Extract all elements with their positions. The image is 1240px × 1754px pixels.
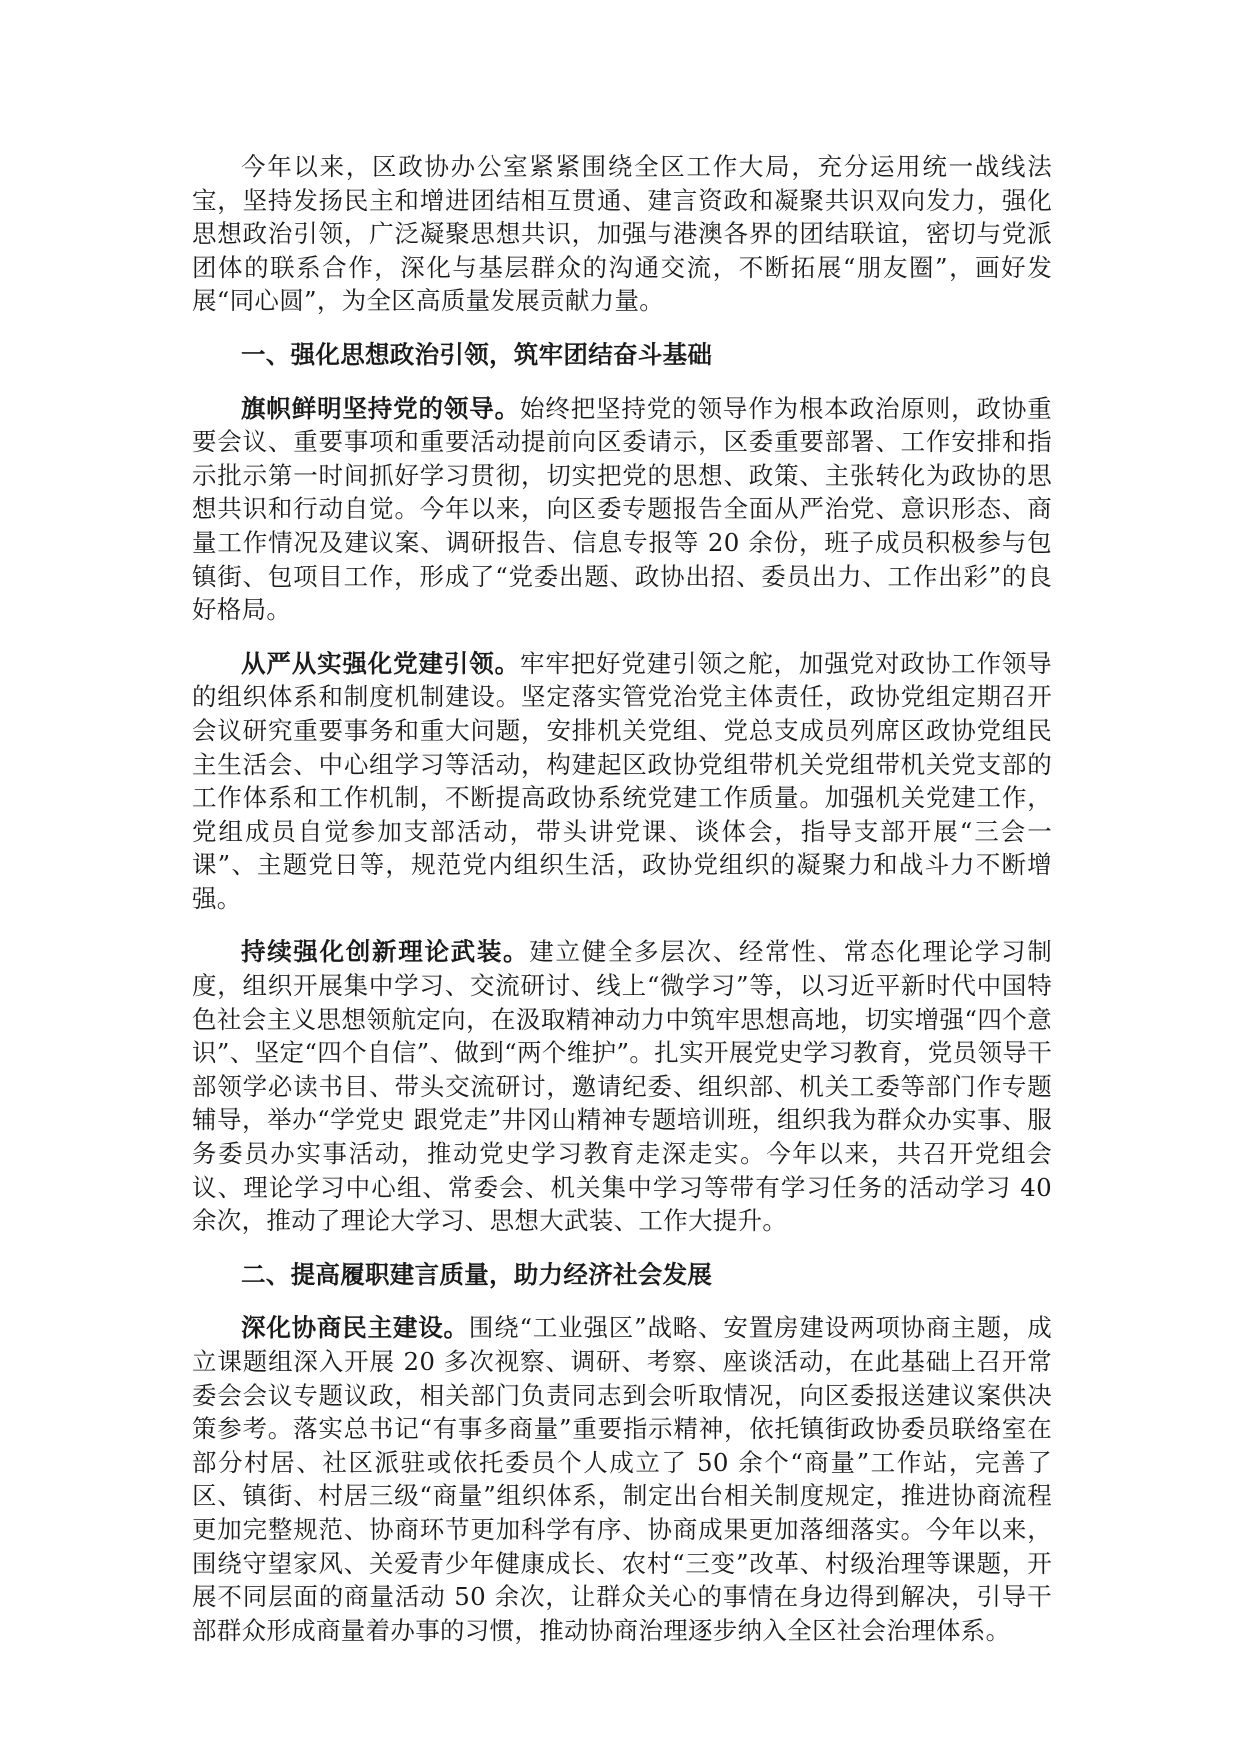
section-1-paragraph-2 <box>192 647 1052 916</box>
paragraph-body: 建立健全多层次、经常性、常态化理论学习制度，组织开展集中学习、交流研讨、线上“微学习”等，以习近平新时代中国特色社会主义思想领航定向，在汲取精神动力中筑牢思想高地，切实增强“四个意识”、坚定“四个自信”、做到“两个维护”。扎实开展党史学习教育，党员领导干部领学必读书目、带头交流研讨，邀请纪委、组织部、机关工委等部门作专题辅导，举办“学党史 跟党走”井冈山精神专题培训班，组织我为群众办实事、服务委员办实事活动，推动党史学习教育走深走实。今年以来，共召开党组会议、理论学习中心组、常委会、机关集中学习等带有学习任务的活动学习 40 余次，推动了理论大学习、思想大武装、工作大提升。 <box>192 937 1052 1236</box>
paragraph-lead: 旗帜鲜明坚持党的领导。 <box>241 393 520 423</box>
paragraph-body: 始终把坚持党的领导作为根本政治原则，政协重要会议、重要事项和重要活动提前向区委请示，区委重要部署、工作安排和指示批示第一时间抓好学习贯彻，切实把党的思想、政策、主张转化为政协的思想共识和行动自觉。今年以来，向区委专题报告全面从严治党、意识形态、商量工作情况及建议案、调研报告、信息专报等 20 余份，班子成员积极参与包镇街、包项目工作，形成了“党委出题、政协出招、委员出力、工作出彩”的良好格局。 <box>192 393 1052 625</box>
section-2-heading: 二、提高履职建言质量，助力经济社会发展 <box>241 1259 713 1289</box>
intro-paragraph: 今年以来，区政协办公室紧紧围绕全区工作大局，充分运用统一战线法宝，坚持发扬民主和增进团结相互贯通、建言资政和凝聚共识双向发力，强化思想政治引领，广泛凝聚思想共识，加强与港澳各界的团结联谊，密切与党派团体的联系合作，深化与基层群众的沟通交流，不断拓展“朋友圈”，画好发展“同心圆”，为全区高质量发展贡献力量。 <box>192 152 1052 316</box>
paragraph-body: 围绕“工业强区”战略、安置房建设两项协商主题，成立课题组深入开展 20 多次视察、调研、考察、座谈活动，在此基础上召开常委会会议专题议政，相关部门负责同志到会听取情况，向区委报送建议案供决策参考。落实总书记“有事多商量”重要指示精神，依托镇街政协委员联络室在部分村居、社区派驻或依托委员个人成立了 50 余个“商量”工作站，完善了区、镇街、村居三级“商量”组织体系，制定出台相关制度规定，推进协商流程更加完整规范、协商环节更加科学有序、协商成果更加落细落实。今年以来，围绕守望家风、关爱青少年健康成长、农村“三变”改革、村级治理等课题，开展不同层面的商量活动 50 余次，让群众关心的事情在身边得到解决，引导干部群众形成商量着办事的习惯，推动协商治理逐步纳入全区社会治理体系。 <box>192 1313 1053 1645</box>
section-2-paragraph-1 <box>192 1311 1052 1647</box>
paragraph-lead: 持续强化创新理论武装。 <box>241 937 530 967</box>
section-1-paragraph-1 <box>192 392 1052 627</box>
document-page <box>192 150 1052 1647</box>
section-1-heading: 一、强化思想政治引领，筑牢团结奋斗基础 <box>241 339 713 369</box>
paragraph-lead: 从严从实强化党建引领。 <box>241 648 520 678</box>
paragraph-body: 牢牢把好党建引领之舵，加强党对政协工作领导的组织体系和制度机制建设。坚定落实管党治党主体责任，政协党组定期召开会议研究重要事务和重大问题，安排机关党组、党总支成员列席区政协党组民主生活会、中心组学习等活动，构建起区政协党组带机关党组带机关党支部的工作体系和工作机制，不断提高政协系统党建工作质量。加强机关党建工作，党组成员自觉参加支部活动，带头讲党课、谈体会，指导支部开展“三会一课”、主题党日等，规范党内组织生活，政协党组织的凝聚力和战斗力不断增强。 <box>192 648 1052 913</box>
section-1-paragraph-3 <box>192 935 1052 1237</box>
paragraph-lead: 深化协商民主建设。 <box>241 1313 469 1343</box>
